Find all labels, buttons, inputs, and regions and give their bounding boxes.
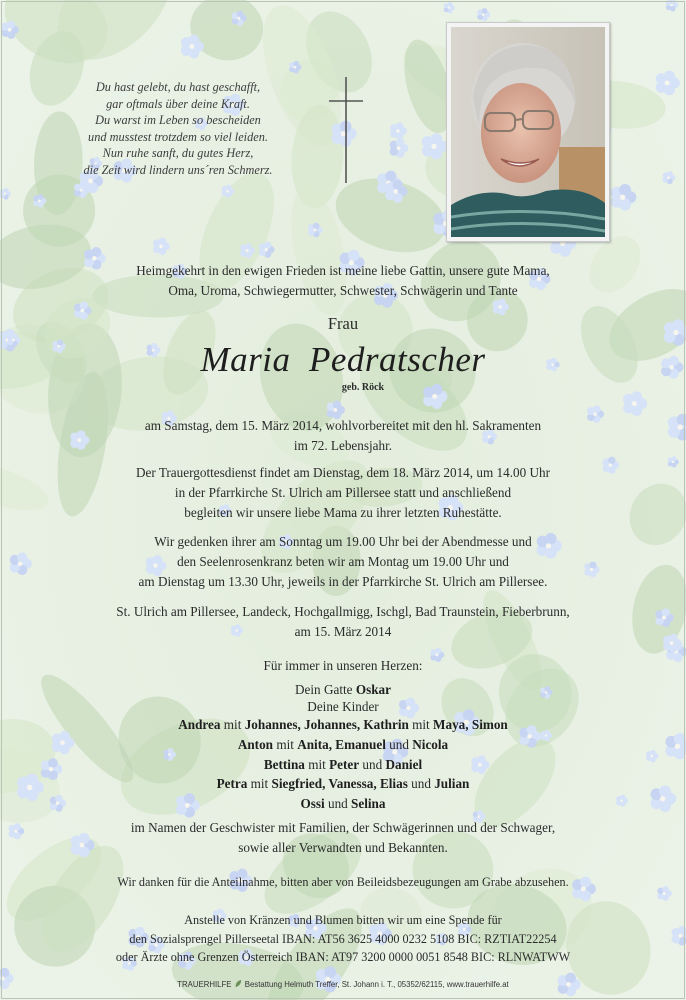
donation-info [0, 911, 686, 967]
husband-prefix: Dein Gatte [295, 682, 356, 697]
family-member-names: Peter [329, 756, 360, 772]
funeral-line: begleiten wir unsere liebe Mama zu ihrer letzten Ruhestätte. [184, 504, 502, 520]
prayer-line: den Seelenrosenkranz beten wir am Montag um 19.00 Uhr und [177, 553, 509, 569]
family-connector: mit [273, 736, 298, 752]
family-member-names: Andrea [178, 717, 221, 732]
poem-line: die Zeit wird lindern uns´ren Schmerz. [83, 162, 273, 177]
donation-line: oder Ärzte ohne Grenzen Österreich IBAN: AT97 3200 0000 0051 8548 BIC: RLNWATWW [115, 950, 571, 964]
birth-name: geb. Röck [341, 382, 385, 393]
relatives [0, 818, 686, 858]
footer-brand: TRAUERHILFE [177, 980, 232, 989]
poem-line: und musstest trotzdem so viel leiden. [88, 129, 268, 144]
intro-text [0, 261, 686, 301]
donation-line: den Sozialsprengel Pillerseetal IBAN: AT56 3625 4000 0232 5108 BIC: RZTIAT22254 [129, 931, 557, 946]
cross-icon [328, 75, 364, 185]
portrait-photo [451, 27, 605, 237]
death-info-line: im 72. Lebensjahr. [293, 437, 393, 453]
leaf-logo-icon [234, 979, 243, 988]
deceased-title: Frau [327, 314, 359, 333]
footer [0, 979, 686, 989]
death-info-line: am Samstag, dem 15. März 2014, wohlvorbereitet mit den hl. Sakramenten [144, 418, 542, 433]
family-member-names: Anton [237, 736, 274, 752]
place-date [0, 602, 686, 642]
children-label: Deine Kinder [307, 699, 379, 714]
intro-line: Heimgekehrt in den ewigen Frieden ist meine liebe Gattin, unsere gute Mama, [136, 263, 550, 278]
funeral-line: in der Pfarrkirche St. Ulrich am Pillersee statt und anschließend [174, 484, 512, 500]
intro-line: Oma, Uroma, Schwiegermutter, Schwester, Schwägerin und Tante [168, 282, 518, 298]
family-member-names: Nicola [412, 736, 449, 752]
family-member-names: Ossi [300, 796, 325, 812]
relatives-line: im Namen der Geschwister mit Familien, der Schwägerinnen und der Schwager, [130, 820, 556, 835]
poem-line: gar oftmals über deine Kraft. [106, 96, 250, 111]
children-list [0, 715, 686, 814]
prayer-line: am Dienstag um 13.30 Uhr, jeweils in der Pfarrkirche St. Ulrich am Pillersee. [138, 573, 548, 589]
prayer-line: Wir gedenken ihrer am Sonntag um 19.00 Uhr bei der Abendmesse und [154, 534, 532, 549]
family-member-names: Petra [216, 776, 248, 792]
death-info [0, 416, 686, 456]
family-member-names: Bettina [263, 756, 305, 772]
family-connector: mit [247, 776, 272, 792]
relatives-line: sowie aller Verwandten und Bekannten. [238, 839, 448, 855]
family-connector: und [385, 736, 413, 752]
poem-line: Du hast gelebt, du hast geschafft, [95, 80, 261, 94]
date-line: am 15. März 2014 [294, 623, 392, 639]
donation-line: Anstelle von Kränzen und Blumen bitten wir um eine Spende für [184, 913, 502, 927]
family-member-names: Johannes, Johannes, Kathrin [244, 717, 409, 732]
family-member-names: Julian [434, 776, 470, 792]
family-member-names: Anita, Emanuel [297, 736, 386, 752]
children-row [0, 755, 686, 775]
family-member-names: Daniel [385, 756, 423, 772]
family-member-names: Siegfried, Vanessa, Elias [271, 776, 408, 792]
portrait-frame [446, 22, 610, 242]
thanks-note: Wir danken für die Anteilnahme, bitten aber von Beileidsbezeugungen am Grabe abzusehen. [117, 875, 569, 889]
funeral-info [0, 463, 686, 522]
prayer-info [0, 532, 686, 591]
family-intro: Für immer in unseren Herzen: [263, 658, 423, 673]
children-row [0, 735, 686, 755]
children-row [0, 774, 686, 794]
family-member-names: Selina [351, 796, 386, 812]
poem [44, 79, 312, 179]
husband-name: Oskar [355, 682, 391, 697]
family-connector: und [407, 776, 435, 792]
footer-text: Bestattung Helmuth Treffer, St. Johann i. T., 05352/62115, www.trauerhilfe.at [244, 980, 509, 989]
family-connector: mit [220, 717, 245, 732]
funeral-line: Der Trauergottesdienst findet am Dienstag, dem 18. März 2014, um 14.00 Uhr [136, 465, 550, 480]
deceased-name: Maria Pedratscher [200, 340, 486, 379]
poem-line: Du warst im Leben so bescheiden [95, 113, 261, 128]
family-member-names: Maya, Simon [433, 717, 508, 732]
family-connector: mit [408, 717, 434, 732]
children-row [0, 794, 686, 814]
family-connector: mit [304, 756, 330, 772]
family-connector: und [324, 796, 352, 812]
children-row [0, 715, 686, 735]
place-line: St. Ulrich am Pillersee, Landeck, Hochgallmigg, Ischgl, Bad Traunstein, Fieberbrunn, [116, 604, 570, 619]
poem-line: Nun ruhe sanft, du gutes Herz, [102, 146, 254, 161]
family-connector: und [359, 756, 386, 772]
